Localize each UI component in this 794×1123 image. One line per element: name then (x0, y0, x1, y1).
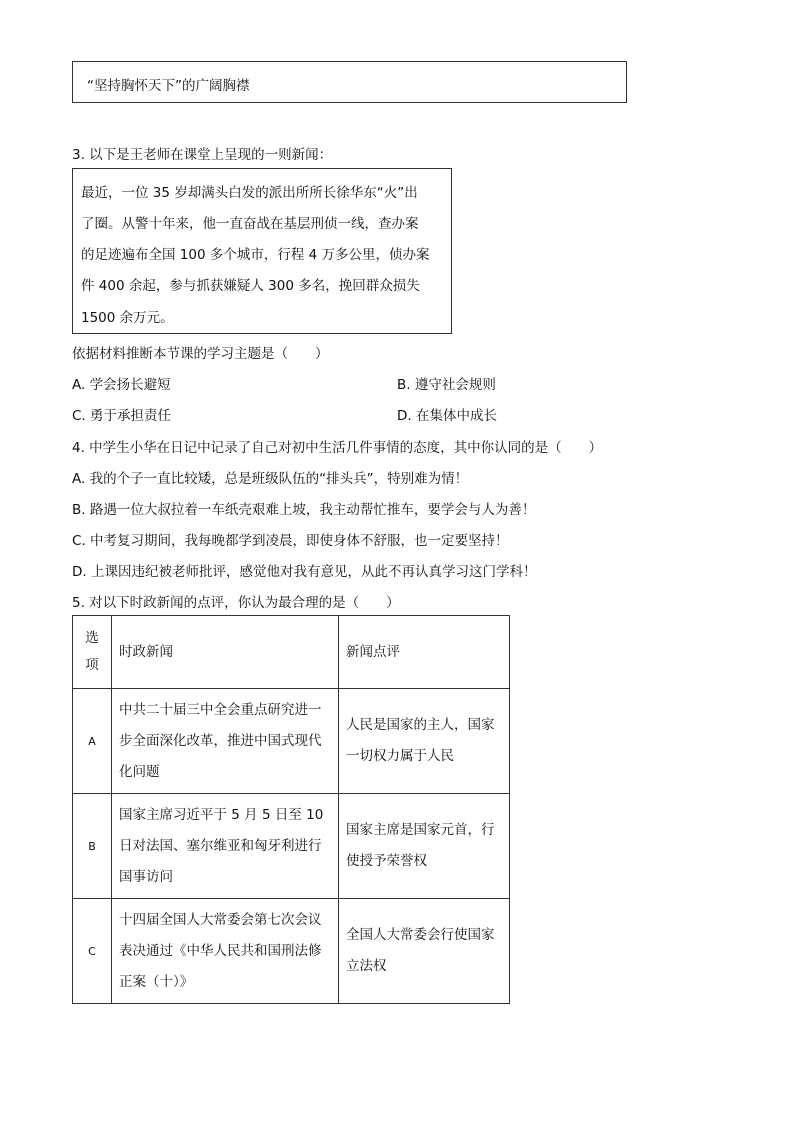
q4-option-d[interactable]: D. 上课因违纪被老师批评，感觉他对我有意见，从此不再认真学习这门学科！ (72, 564, 537, 580)
header-comment: 新闻点评 (339, 616, 510, 689)
row-news: 国家主席习近平于 5 月 5 日至 10 日对法国、塞尔维亚和匈牙利进行 国事访问 (112, 794, 339, 899)
quote-box (72, 61, 627, 103)
q5-table (72, 615, 510, 1004)
header-option-line: 选 (85, 630, 99, 646)
q3-stem: 3. 以下是王老师在课堂上呈现的一则新闻： (72, 147, 333, 163)
q3-material-box (72, 168, 452, 334)
q4-option-c[interactable]: C. 中考复习期间，我每晚都学到凌晨，即使身体不舒服，也一定要坚持！ (72, 533, 509, 549)
table-header-row (73, 616, 510, 689)
header-option (73, 616, 112, 689)
q3-question: 依据材料推断本节课的学习主题是（ ） (72, 346, 329, 362)
q3-option-d[interactable]: D. 在集体中成长 (397, 408, 497, 424)
row-comment: 全国人大常委会行使国家 立法权 (339, 899, 510, 1004)
row-news: 十四届全国人大常委会第七次会议 表决通过《中华人民共和国刑法修 正案（十）》 (112, 899, 339, 1004)
table-row[interactable] (73, 899, 510, 1004)
q3-material-line: 了圈。从警十年来，他一直奋战在基层刑侦一线，查办案 (81, 216, 419, 232)
q3-material-line: 1500 余万元。 (81, 310, 174, 326)
q4-option-a[interactable]: A. 我的个子一直比较矮，总是班级队伍的“排头兵”，特别难为情！ (72, 471, 469, 487)
q3-option-a[interactable]: A. 学会扬长避短 (72, 377, 171, 393)
q4-option-b[interactable]: B. 路遇一位大叔拉着一车纸壳艰难上坡，我主动帮忙推车，要学会与人为善！ (72, 502, 536, 518)
q5-stem: 5. 对以下时政新闻的点评，你认为最合理的是（ ） (72, 595, 400, 611)
row-option: C (73, 899, 112, 1004)
q4-stem: 4. 中学生小华在日记中记录了自己对初中生活几件事情的态度，其中你认同的是（ ） (72, 440, 603, 456)
quote-box-text: “坚持胸怀天下”的广阔胸襟 (87, 78, 250, 94)
table-row[interactable] (73, 794, 510, 899)
row-option: A (73, 689, 112, 794)
q3-material-line: 的足迹遍布全国 100 多个城市，行程 4 万多公里，侦办案 (81, 247, 430, 263)
q3-option-b[interactable]: B. 遵守社会规则 (397, 377, 496, 393)
row-comment: 国家主席是国家元首，行 使授予荣誉权 (339, 794, 510, 899)
row-option: B (73, 794, 112, 899)
header-option-line: 项 (85, 657, 99, 673)
table-row[interactable] (73, 689, 510, 794)
q3-material-line: 最近，一位 35 岁却满头白发的派出所所长徐华东“火”出 (81, 185, 418, 201)
row-news: 中共二十届三中全会重点研究进一 步全面深化改革，推进中国式现代 化问题 (112, 689, 339, 794)
row-comment: 人民是国家的主人，国家 一切权力属于人民 (339, 689, 510, 794)
header-news: 时政新闻 (112, 616, 339, 689)
q3-option-c[interactable]: C. 勇于承担责任 (72, 408, 172, 424)
q3-material-line: 件 400 余起，参与抓获嫌疑人 300 多名，挽回群众损失 (81, 278, 420, 294)
